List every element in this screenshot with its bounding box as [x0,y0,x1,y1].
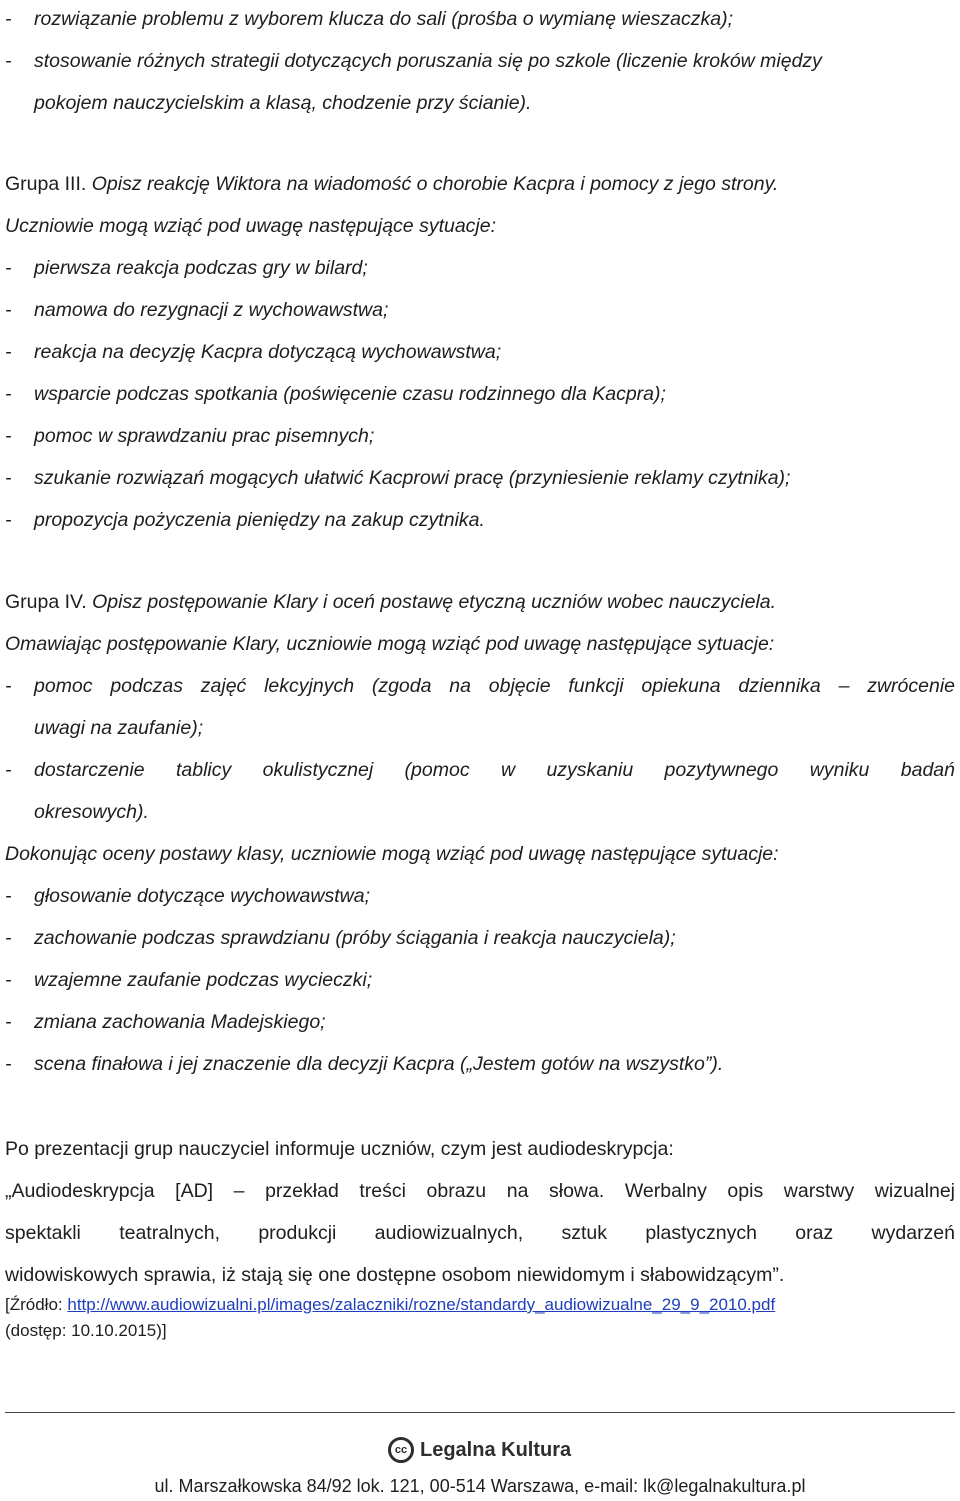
source-citation [5,1294,955,1316]
ad-intro: Po prezentacji grup nauczyciel informuje uczniów, czym jest audiodeskrypcja: [5,1138,674,1160]
group-3-heading [5,172,955,196]
group-3-task: Opisz reakcję Wiktora na wiadomość o chorobie Kacpra i pomocy z jego strony. [91,173,779,195]
ad-quote-line: spektakli teatralnych, produkcji audiowizualnych, sztuk plastycznych oraz wydarzeń [5,1222,955,1244]
group-4-intro: Omawiając postępowanie Klary, uczniowie mogą wziąć pod uwagę następujące sytuacje: [5,633,775,655]
ad-quote-line: „Audiodeskrypcja [AD] – przekład treści obrazu na słowa. Werbalny opis warstwy wizualnej [5,1180,955,1202]
group-4-heading [5,590,955,614]
creative-commons-icon: cc [388,1437,414,1463]
group-4-intro-2: Dokonując oceny postawy klasy, uczniowie mogą wziąć pod uwagę następujące sytuacje: [5,843,779,865]
footer-divider [5,1412,955,1413]
footer-address: ul. Marszałkowska 84/92 lok. 121, 00-514 Warszawa, e-mail: lk@legalnakultura.pl [154,1476,806,1496]
legalna-kultura-logo [388,1434,571,1466]
source-prefix: [Źródło: [5,1295,68,1314]
source-access-date: (dostęp: 10.10.2015)] [5,1321,167,1340]
group-3-label: Grupa III. [5,173,87,195]
group-4-task: Opisz postępowanie Klary i oceń postawę etyczną uczniów wobec nauczyciela. [92,591,777,613]
logo-text: Legalna Kultura [420,1438,572,1461]
source-link[interactable]: http://www.audiowizualni.pl/images/zalaczniki/rozne/standardy_audiowizualne_29_9_2010.pdf [67,1295,776,1314]
ad-quote-line: widowiskowych sprawia, iż stają się one dostępne osobom niewidomym i słabowidzącym”. [5,1264,785,1286]
group-4-label: Grupa IV. [5,591,87,613]
group-3-intro: Uczniowie mogą wziąć pod uwagę następujące sytuacje: [5,215,497,237]
